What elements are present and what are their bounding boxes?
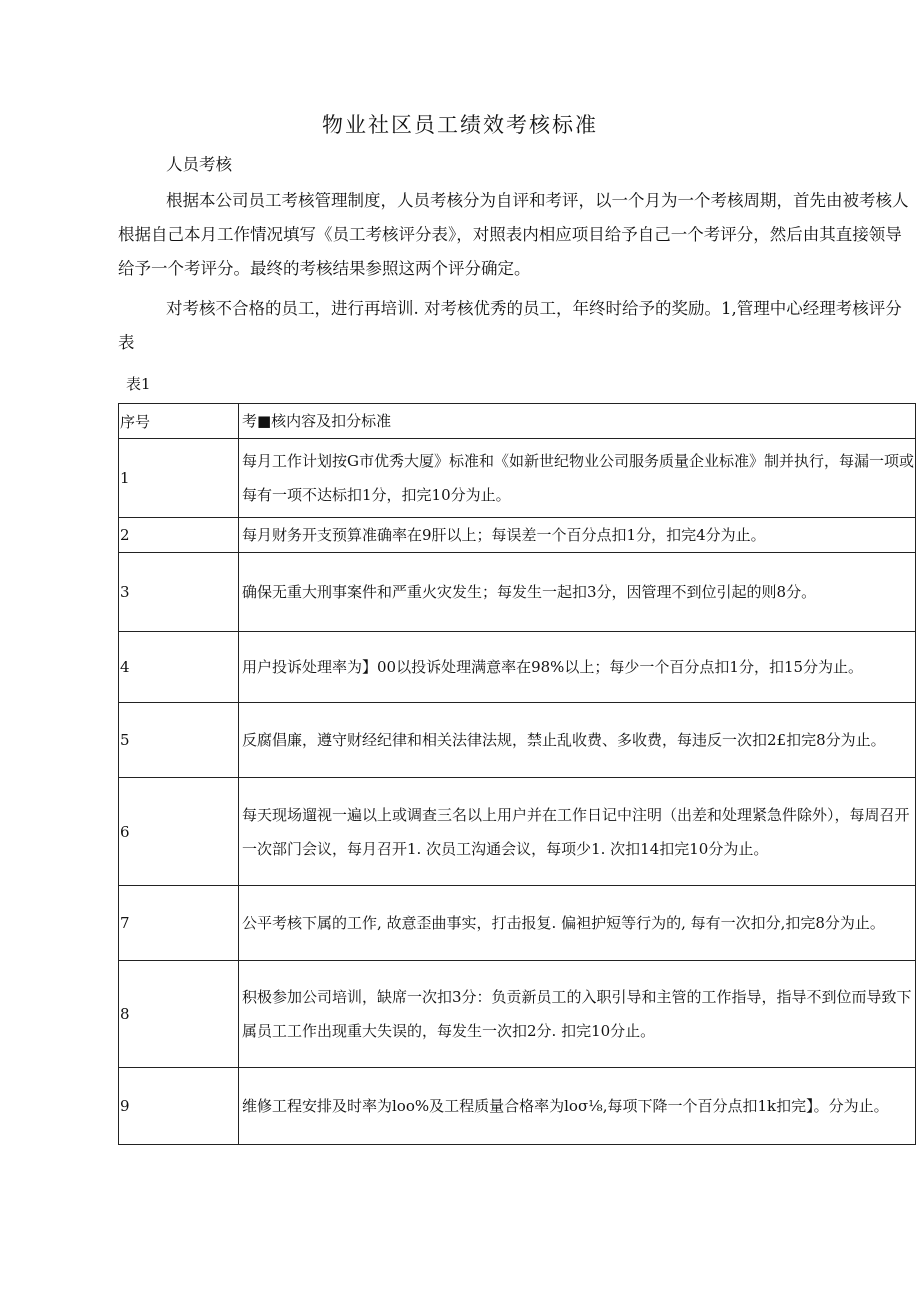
table-row — [119, 778, 916, 886]
row-content: 每天现场遛视一遍以上或调查三名以上用户并在工作日记中注明（出差和处理紧急件除外），每周召开一次部门会议，每月召开1. 次员工沟通会议，每项少1. 次扣14扣完10分为止。 — [239, 778, 916, 886]
table-row — [119, 553, 916, 632]
row-content: 用户投诉处理率为】00以投诉处理满意率在98%以上；每少一个百分点扣1分，扣15分为止。 — [239, 632, 916, 703]
row-number: 3 — [119, 553, 239, 632]
row-number: 4 — [119, 632, 239, 703]
row-number: 5 — [119, 703, 239, 778]
row-number: 8 — [119, 961, 239, 1068]
table-row — [119, 439, 916, 518]
paragraph-followup: 对考核不合格的员工，进行再培训. 对考核优秀的员工，年终时给予的奖励。1,管理中心经理考核评分表 — [118, 299, 902, 352]
row-content: 确保无重大刑事案件和严重火灾发生；每发生一起扣3分，因管理不到位引起的则8分。 — [239, 553, 916, 632]
table-row — [119, 1068, 916, 1145]
table-row — [119, 632, 916, 703]
row-number: 6 — [119, 778, 239, 886]
row-number: 7 — [119, 886, 239, 961]
header-content: 考■核内容及扣分标准 — [239, 404, 916, 439]
table-label: 表1 — [126, 375, 151, 393]
document-title: 物业社区员工绩效考核标准 — [322, 113, 598, 137]
row-content: 公平考核下属的工作, 故意歪曲事实，打击报复. 偏袒护短等行为的, 每有一次扣分,扣完8分为止。 — [239, 886, 916, 961]
table-row — [119, 961, 916, 1068]
row-number: 2 — [119, 518, 239, 553]
row-content: 维修工程安排及时率为loo%及工程质量合格率为loσ⅛,每项下降一个百分点扣1k扣完】。分为止。 — [239, 1068, 916, 1145]
row-number: 1 — [119, 439, 239, 518]
table-header-row — [119, 404, 916, 439]
row-content: 积极参加公司培训，缺席一次扣3分：负贡新员工的入职引导和主管的工作指导，指导不到位而导致下属员工工作出现重大失误的，每发生一次扣2分. 扣完10分止。 — [239, 961, 916, 1068]
table-row — [119, 518, 916, 553]
row-content: 反腐倡廉，遵守财经纪律和相关法律法规，禁止乱收费、多收费，每违反一次扣2£扣完8分为止。 — [239, 703, 916, 778]
table-row — [119, 703, 916, 778]
row-content: 每月工作计划按G市优秀大厦》标准和《如新世纪物业公司服务质量企业标准》制并执行，每漏一项或每有一项不达标扣1分，扣完10分为止。 — [239, 439, 916, 518]
table-row — [119, 886, 916, 961]
section-heading: 人员考核 — [166, 155, 232, 174]
paragraph-intro: 根据本公司员工考核管理制度，人员考核分为自评和考评，以一个月为一个考核周期，首先由被考核人根据自己本月工作情况填写《员工考核评分表》，对照表内相应项目给予自己一个考评分，然后由其直接领导给予一个考评分。最终的考核结果参照这两个评分确定。 — [118, 191, 909, 278]
score-table — [118, 403, 916, 1145]
row-number: 9 — [119, 1068, 239, 1145]
row-content: 每月财务开支预算准确率在9肝以上；每误差一个百分点扣1分，扣完4分为止。 — [239, 518, 916, 553]
header-number: 序号 — [119, 404, 239, 439]
